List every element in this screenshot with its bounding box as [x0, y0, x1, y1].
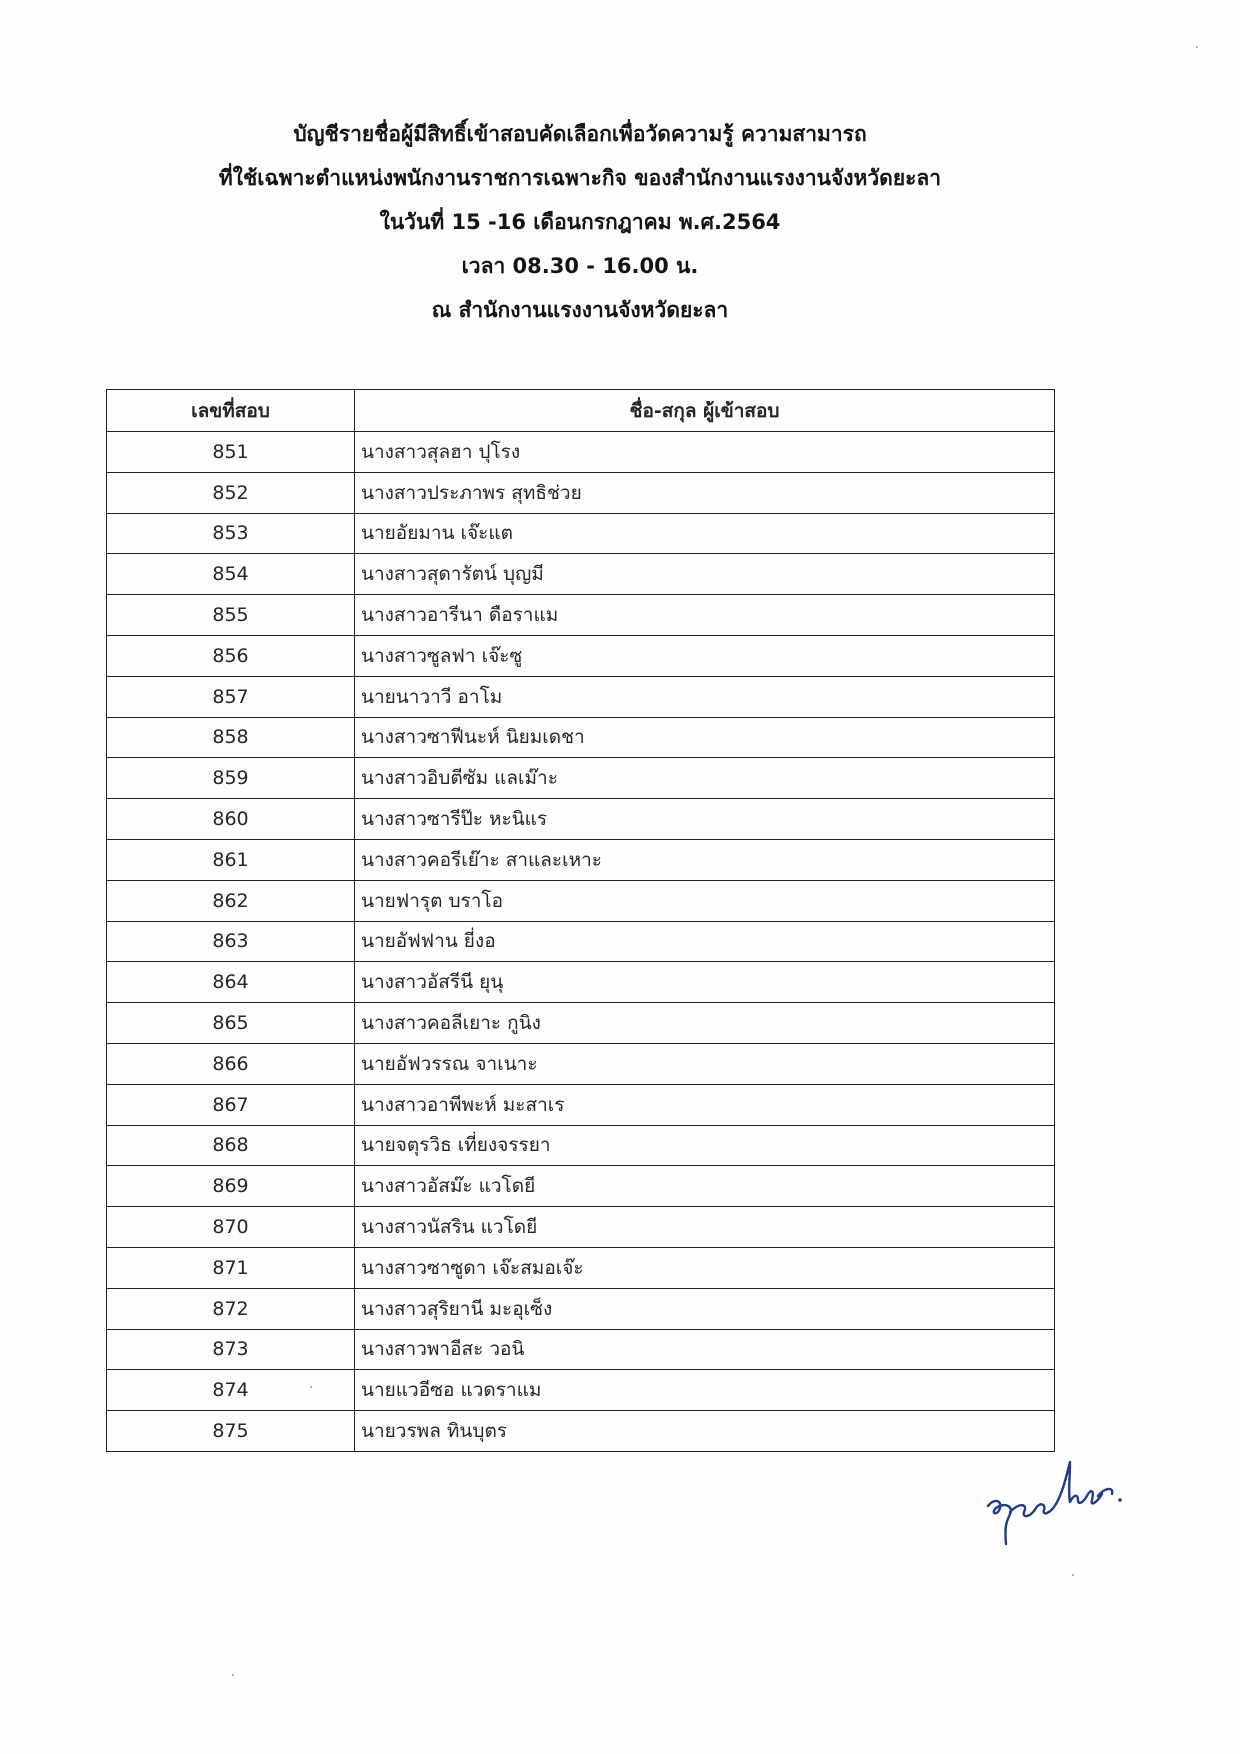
table-row: [107, 635, 1055, 676]
full-name-cell: นางสาวซูลฟา เจ๊ะซู: [355, 635, 1055, 676]
exam-number-cell: 853: [107, 513, 355, 554]
full-name-cell: นางสาวคอลีเยาะ กูนิง: [355, 1003, 1055, 1044]
full-name-cell: นายวรพล ทินบุตร: [355, 1411, 1055, 1452]
exam-number-cell: 874: [107, 1370, 355, 1411]
exam-number-cell: 858: [107, 717, 355, 758]
table-row: [107, 1411, 1055, 1452]
exam-number-cell: 859: [107, 758, 355, 799]
table-row: [107, 513, 1055, 554]
exam-number-cell: 857: [107, 676, 355, 717]
full-name-cell: นางสาวอาพีพะห์ มะสาเร: [355, 1084, 1055, 1125]
table-row: [107, 962, 1055, 1003]
table-body: [107, 432, 1055, 1452]
full-name-cell: นายฟารุต บราโอ: [355, 880, 1055, 921]
table-row: [107, 839, 1055, 880]
table-row: [107, 880, 1055, 921]
table-row: [107, 758, 1055, 799]
examinee-table: [106, 389, 1055, 1452]
exam-number-cell: 860: [107, 799, 355, 840]
full-name-cell: นายอัยมาน เจ๊ะแต: [355, 513, 1055, 554]
exam-number-cell: 862: [107, 880, 355, 921]
exam-number-cell: 870: [107, 1207, 355, 1248]
full-name-cell: นายจตุรวิธ เที่ยงจรรยา: [355, 1125, 1055, 1166]
scan-speck: [310, 1386, 312, 1388]
table-row: [107, 676, 1055, 717]
exam-number-cell: 855: [107, 595, 355, 636]
signature-icon: [980, 1448, 1140, 1558]
full-name-cell: นางสาวคอรีเย๊าะ สาและเหาะ: [355, 839, 1055, 880]
exam-number-cell: 863: [107, 921, 355, 962]
exam-number-cell: 852: [107, 472, 355, 513]
full-name-cell: นางสาวสุริยานี มะอุเซ็ง: [355, 1288, 1055, 1329]
full-name-cell: นางสาวอิบตีซัม แลเม๊าะ: [355, 758, 1055, 799]
exam-number-cell: 867: [107, 1084, 355, 1125]
scan-speck: [232, 1674, 234, 1676]
table-row: [107, 1003, 1055, 1044]
table-header: [107, 390, 1055, 432]
header-date-line: ในวันที่ 15 -16 เดือนกรกฎาคม พ.ศ.2564: [379, 210, 781, 234]
full-name-cell: นายอัฟฟาน ยี่งอ: [355, 921, 1055, 962]
table-row: [107, 1329, 1055, 1370]
table-row: [107, 554, 1055, 595]
table-row: [107, 595, 1055, 636]
full-name-cell: นายอัฟวรรณ จาเนาะ: [355, 1043, 1055, 1084]
table-row: [107, 432, 1055, 473]
exam-number-cell: 866: [107, 1043, 355, 1084]
full-name-cell: นางสาวสุดารัตน์ บุญมี: [355, 554, 1055, 595]
full-name-cell: นางสาวซาซูดา เจ๊ะสมอเจ๊ะ: [355, 1247, 1055, 1288]
table-row: [107, 799, 1055, 840]
table-row: [107, 921, 1055, 962]
document-header: [0, 112, 1160, 332]
table-row: [107, 1125, 1055, 1166]
table-row: [107, 1288, 1055, 1329]
exam-number-cell: 861: [107, 839, 355, 880]
table-row: [107, 472, 1055, 513]
header-location-line: ณ สำนักงานแรงงานจังหวัดยะลา: [431, 298, 729, 322]
scan-speck: [1196, 46, 1198, 48]
exam-number-cell: 871: [107, 1247, 355, 1288]
full-name-cell: นางสาวนัสริน แวโดยี: [355, 1207, 1055, 1248]
exam-number-cell: 854: [107, 554, 355, 595]
full-name-cell: นางสาวประภาพร สุทธิช่วย: [355, 472, 1055, 513]
table-row: [107, 717, 1055, 758]
full-name-cell: นางสาวอารีนา ดือราแม: [355, 595, 1055, 636]
exam-number-cell: 856: [107, 635, 355, 676]
exam-number-cell: 851: [107, 432, 355, 473]
full-name-cell: นางสาวสุลฮา ปุโรง: [355, 432, 1055, 473]
exam-number-cell: 875: [107, 1411, 355, 1452]
scan-speck: [1072, 1574, 1074, 1576]
header-title-line-2: ที่ใช้เฉพาะตำแหน่งพนักงานราชการเฉพาะกิจ ของสำนักงานแรงงานจังหวัดยะลา: [218, 166, 942, 190]
exam-number-cell: 865: [107, 1003, 355, 1044]
full-name-cell: นางสาวอัสรีนี ยุนุ: [355, 962, 1055, 1003]
table-row: [107, 1084, 1055, 1125]
exam-number-cell: 872: [107, 1288, 355, 1329]
table-row: [107, 1370, 1055, 1411]
table-row: [107, 1166, 1055, 1207]
exam-number-cell: 873: [107, 1329, 355, 1370]
column-header-exam-number: เลขที่สอบ: [107, 390, 355, 432]
exam-number-cell: 868: [107, 1125, 355, 1166]
full-name-cell: นายนาวาวี อาโม: [355, 676, 1055, 717]
column-header-full-name: ชื่อ-สกุล ผู้เข้าสอบ: [355, 390, 1055, 432]
full-name-cell: นายแวอีซอ แวดราแม: [355, 1370, 1055, 1411]
table-header-row: [107, 390, 1055, 432]
full-name-cell: นางสาวอัสม๊ะ แวโดยี: [355, 1166, 1055, 1207]
header-time-line: เวลา 08.30 - 16.00 น.: [461, 254, 699, 278]
exam-number-cell: 864: [107, 962, 355, 1003]
table-row: [107, 1207, 1055, 1248]
full-name-cell: นางสาวซารีป๊ะ หะนิแร: [355, 799, 1055, 840]
full-name-cell: นางสาวซาฟีนะห์ นิยมเดชา: [355, 717, 1055, 758]
full-name-cell: นางสาวพาอีสะ วอนิ: [355, 1329, 1055, 1370]
exam-number-cell: 869: [107, 1166, 355, 1207]
table-row: [107, 1247, 1055, 1288]
header-title-line-1: บัญชีรายชื่อผู้มีสิทธิ์เข้าสอบคัดเลือกเพื่อวัดความรู้ ความสามารถ: [293, 122, 867, 146]
table-row: [107, 1043, 1055, 1084]
